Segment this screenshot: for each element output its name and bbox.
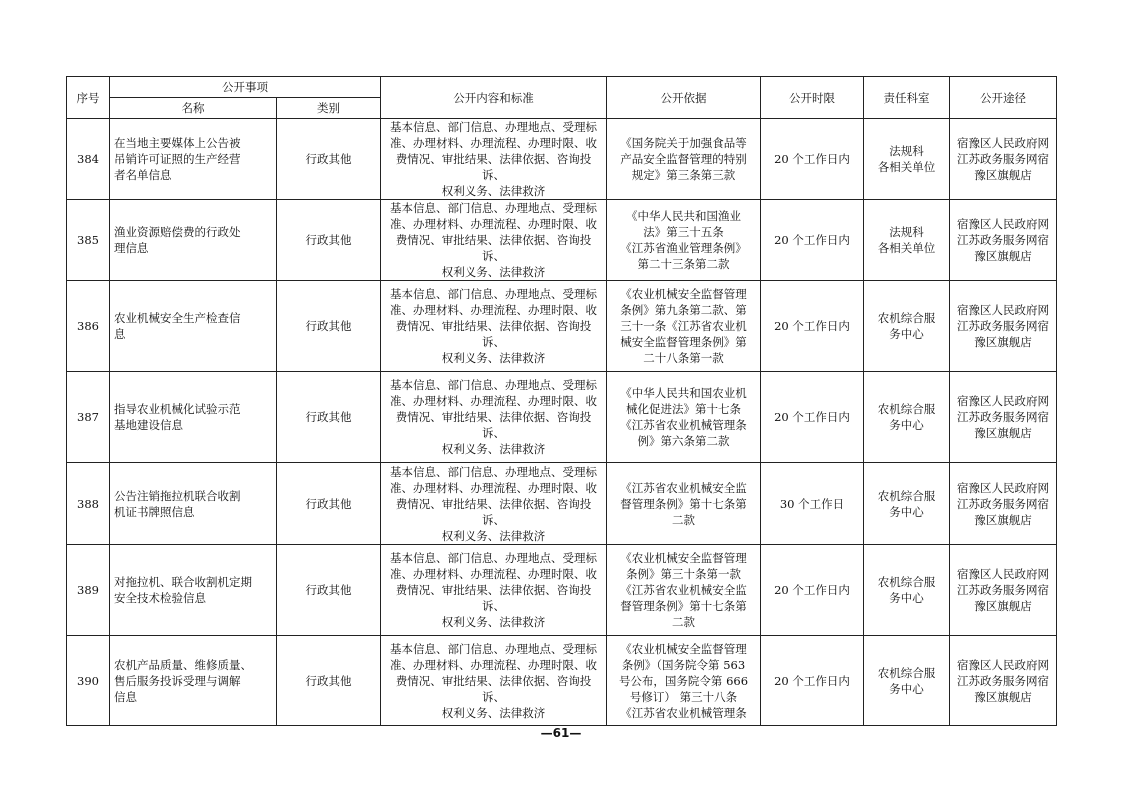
row-seq: 388	[67, 463, 110, 545]
row-content: 基本信息、部门信息、办理地点、受理标 准、办理材料、办理流程、办理时限、收 费情况、审批结果、法律依据、咨询投诉、 权利义务、法律救济	[381, 200, 607, 281]
row-time-limit: 20 个工作日内	[761, 636, 864, 726]
row-channel: 宿豫区人民政府网 江苏政务服务网宿 豫区旗舰店	[950, 636, 1057, 726]
row-department: 农机综合服 务中心	[864, 636, 950, 726]
row-category: 行政其他	[277, 372, 381, 463]
row-name: 农机产品质量、维修质量、 售后服务投诉受理与调解 信息	[110, 636, 277, 726]
row-time-limit: 20 个工作日内	[761, 119, 864, 200]
row-name: 公告注销拖拉机联合收割 机证书牌照信息	[110, 463, 277, 545]
row-content: 基本信息、部门信息、办理地点、受理标 准、办理材料、办理流程、办理时限、收 费情况、审批结果、法律依据、咨询投诉、 权利义务、法律救济	[381, 463, 607, 545]
header-channel: 公开途径	[950, 77, 1057, 119]
row-category: 行政其他	[277, 200, 381, 281]
header-content: 公开内容和标准	[381, 77, 607, 119]
row-channel: 宿豫区人民政府网 江苏政务服务网宿 豫区旗舰店	[950, 545, 1057, 636]
row-department: 农机综合服 务中心	[864, 372, 950, 463]
table-row	[67, 545, 1057, 636]
row-department: 法规科 各相关单位	[864, 119, 950, 200]
header-seq: 序号	[67, 77, 110, 119]
header-time-limit: 公开时限	[761, 77, 864, 119]
row-channel: 宿豫区人民政府网 江苏政务服务网宿 豫区旗舰店	[950, 281, 1057, 372]
row-channel: 宿豫区人民政府网 江苏政务服务网宿 豫区旗舰店	[950, 463, 1057, 545]
row-basis: 《国务院关于加强食品等 产品安全监督管理的特别 规定》第三条第三款	[607, 119, 761, 200]
row-channel: 宿豫区人民政府网 江苏政务服务网宿 豫区旗舰店	[950, 372, 1057, 463]
page-number: —61—	[540, 726, 582, 740]
row-category: 行政其他	[277, 545, 381, 636]
table-row	[67, 372, 1057, 463]
table-row	[67, 463, 1057, 545]
header-basis: 公开依据	[607, 77, 761, 119]
row-seq: 386	[67, 281, 110, 372]
row-channel: 宿豫区人民政府网 江苏政务服务网宿 豫区旗舰店	[950, 200, 1057, 281]
row-seq: 385	[67, 200, 110, 281]
row-name: 渔业资源赔偿费的行政处 理信息	[110, 200, 277, 281]
row-content: 基本信息、部门信息、办理地点、受理标 准、办理材料、办理流程、办理时限、收 费情况、审批结果、法律依据、咨询投诉、 权利义务、法律救济	[381, 281, 607, 372]
header-public-item: 公开事项	[110, 77, 381, 98]
row-seq: 384	[67, 119, 110, 200]
row-category: 行政其他	[277, 463, 381, 545]
row-content: 基本信息、部门信息、办理地点、受理标 准、办理材料、办理流程、办理时限、收 费情况、审批结果、法律依据、咨询投诉、 权利义务、法律救济	[381, 636, 607, 726]
row-time-limit: 20 个工作日内	[761, 200, 864, 281]
header-name: 名称	[110, 98, 277, 119]
row-department: 农机综合服 务中心	[864, 545, 950, 636]
row-seq: 390	[67, 636, 110, 726]
row-time-limit: 20 个工作日内	[761, 281, 864, 372]
row-name: 指导农业机械化试验示范 基地建设信息	[110, 372, 277, 463]
disclosure-table	[66, 76, 1057, 726]
row-seq: 387	[67, 372, 110, 463]
row-basis: 《农业机械安全监督管理 条例》第九条第二款、第 三十一条《江苏省农业机 械安全监督管理条例》第 二十八条第一款	[607, 281, 761, 372]
row-basis: 《农业机械安全监督管理 条例》（国务院令第 563 号公布，国务院令第 666 号修订） 第三十八条 《江苏省农业机械管理条	[607, 636, 761, 726]
row-basis: 《中华人民共和国农业机 械化促进法》第十七条 《江苏省农业机械管理条 例》第六条第二款	[607, 372, 761, 463]
row-name: 对拖拉机、联合收割机定期 安全技术检验信息	[110, 545, 277, 636]
row-name: 在当地主要媒体上公告被 吊销许可证照的生产经营 者名单信息	[110, 119, 277, 200]
row-time-limit: 20 个工作日内	[761, 545, 864, 636]
row-name: 农业机械安全生产检查信 息	[110, 281, 277, 372]
row-basis: 《中华人民共和国渔业 法》第三十五条 《江苏省渔业管理条例》 第二十三条第二款	[607, 200, 761, 281]
row-department: 农机综合服 务中心	[864, 281, 950, 372]
table-row	[67, 119, 1057, 200]
header-category: 类别	[277, 98, 381, 119]
table-row	[67, 281, 1057, 372]
row-category: 行政其他	[277, 636, 381, 726]
row-department: 法规科 各相关单位	[864, 200, 950, 281]
row-seq: 389	[67, 545, 110, 636]
header-department: 责任科室	[864, 77, 950, 119]
row-content: 基本信息、部门信息、办理地点、受理标 准、办理材料、办理流程、办理时限、收 费情况、审批结果、法律依据、咨询投诉、 权利义务、法律救济	[381, 545, 607, 636]
row-content: 基本信息、部门信息、办理地点、受理标 准、办理材料、办理流程、办理时限、收 费情况、审批结果、法律依据、咨询投诉、 权利义务、法律救济	[381, 372, 607, 463]
row-basis: 《农业机械安全监督管理 条例》第三十条第一款 《江苏省农业机械安全监 督管理条例》第十七条第 二款	[607, 545, 761, 636]
row-content: 基本信息、部门信息、办理地点、受理标 准、办理材料、办理流程、办理时限、收 费情况、审批结果、法律依据、咨询投诉、 权利义务、法律救济	[381, 119, 607, 200]
row-category: 行政其他	[277, 119, 381, 200]
row-basis: 《江苏省农业机械安全监 督管理条例》第十七条第 二款	[607, 463, 761, 545]
table-row	[67, 200, 1057, 281]
row-time-limit: 30 个工作日	[761, 463, 864, 545]
row-department: 农机综合服 务中心	[864, 463, 950, 545]
row-time-limit: 20 个工作日内	[761, 372, 864, 463]
table-row	[67, 636, 1057, 726]
row-channel: 宿豫区人民政府网 江苏政务服务网宿 豫区旗舰店	[950, 119, 1057, 200]
row-category: 行政其他	[277, 281, 381, 372]
